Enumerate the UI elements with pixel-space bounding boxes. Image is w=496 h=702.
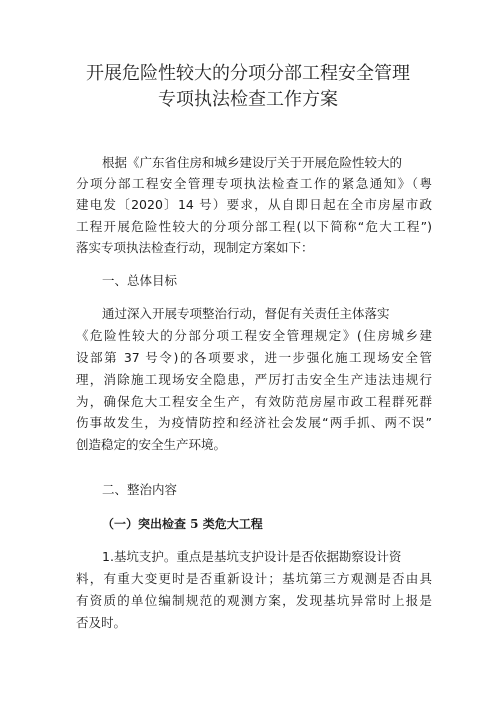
section2-line-4: 否及时。 bbox=[76, 615, 127, 630]
section1-line-1: 通过深入开展专项整治行动，督促有关责任主体落实 bbox=[102, 306, 390, 321]
document-title-line-2: 专项执法检查工作方案 bbox=[158, 89, 338, 110]
intro-line-1: 根据《广东省住房和城乡建设厅关于开展危险性较大的 bbox=[102, 155, 403, 170]
section1-line-6: 伤事故发生，为疫情防控和经济社会发展“两手抓、两不误” bbox=[76, 415, 432, 430]
section1-line-5: 为，确保危大工程安全生产，有效防范房屋市政工程群死群 bbox=[76, 394, 432, 409]
section1-line-3: 设部第 37 号令)的各项要求，进一步强化施工现场安全管 bbox=[76, 350, 432, 365]
intro-line-4: 工程开展危险性较大的分项分部工程(以下简称“危大工程”) bbox=[76, 219, 432, 234]
section1-line-7: 创造稳定的安全生产环境。 bbox=[76, 437, 227, 452]
document-title-line-1: 开展危险性较大的分项分部工程安全管理 bbox=[86, 63, 410, 84]
section2-line-3: 有资质的单位编制规范的观测方案，发现基坑异常时上报是 bbox=[76, 593, 432, 608]
intro-line-3: 建电发〔2020〕14 号）要求，从自即日起在全市房屋市政 bbox=[76, 197, 432, 212]
subsection-heading-five-categories: （一）突出检查 5 类危大工程 bbox=[102, 517, 263, 531]
section-heading-rectification-content: 二、整治内容 bbox=[102, 482, 178, 497]
section1-line-2: 《危险性较大的分部分项工程安全管理规定》(住房城乡建 bbox=[76, 328, 432, 343]
intro-line-5: 落实专项执法检查行动，现制定方案如下： bbox=[76, 240, 314, 255]
section1-line-4: 理，消除施工现场安全隐患，严厉打击安全生产违法违规行 bbox=[76, 372, 432, 387]
section2-line-1: 1.基坑支护。重点是基坑支护设计是否依据勘察设计资 bbox=[102, 549, 402, 564]
intro-line-2: 分项分部工程安全管理专项执法检查工作的紧急通知》（粤 bbox=[76, 176, 432, 191]
section2-line-2: 料，有重大变更时是否重新设计；基坑第三方观测是否由具 bbox=[76, 571, 432, 586]
section-heading-overall-goal: 一、总体目标 bbox=[102, 273, 178, 288]
